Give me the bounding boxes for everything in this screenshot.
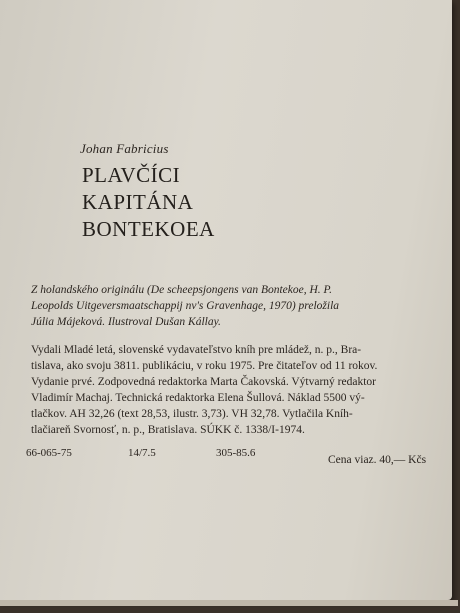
publisher-line: Vydanie prvé. Zodpovedná redaktorka Marta Čakovská. Výtvarný redaktor	[31, 376, 376, 388]
translation-note	[31, 282, 441, 330]
publisher-note	[31, 342, 451, 438]
title-line: PLAVČÍCI	[82, 163, 181, 187]
publisher-line: Vydali Mladé letá, slovenské vydavateľstvo kníh pre mládež, n. p., Bra-	[31, 344, 362, 356]
catalog-code: 66-065-75	[26, 447, 72, 459]
publisher-line: Vladimír Machaj. Technická redaktorka Elena Šullová. Náklad 5500 vý-	[31, 392, 365, 404]
page-edge	[0, 600, 458, 606]
author-name: Johan Fabricius	[80, 141, 169, 156]
translation-line: Leopolds Uitgeversmaatschappij nv's Gravenhage, 1970) preložila	[31, 300, 340, 312]
book-title	[82, 162, 215, 243]
title-line: BONTEKOEA	[82, 217, 215, 241]
translation-line: Júlia Májeková. Ilustroval Dušan Kállay.	[31, 316, 221, 328]
price-label: Cena viaz. 40,— Kčs	[328, 454, 427, 466]
translation-line: Z holandského originálu (De scheepsjongens van Bontekoe, H. P.	[31, 284, 332, 296]
publisher-line: tlačkov. AH 32,26 (text 28,53, ilustr. 3,73). VH 32,78. Vytlačila Kníh-	[31, 408, 353, 420]
catalog-code: 305-85.6	[216, 447, 256, 459]
catalog-code: 14/7.5	[128, 447, 156, 459]
publisher-line: tislava, ako svoju 3811. publikáciu, v roku 1975. Pre čitateľov od 11 rokov.	[31, 360, 378, 372]
publisher-line: tlačiareň Svornosť, n. p., Bratislava. SÚKK č. 1338/I-1974.	[31, 424, 305, 436]
title-line: KAPITÁNA	[82, 190, 194, 214]
